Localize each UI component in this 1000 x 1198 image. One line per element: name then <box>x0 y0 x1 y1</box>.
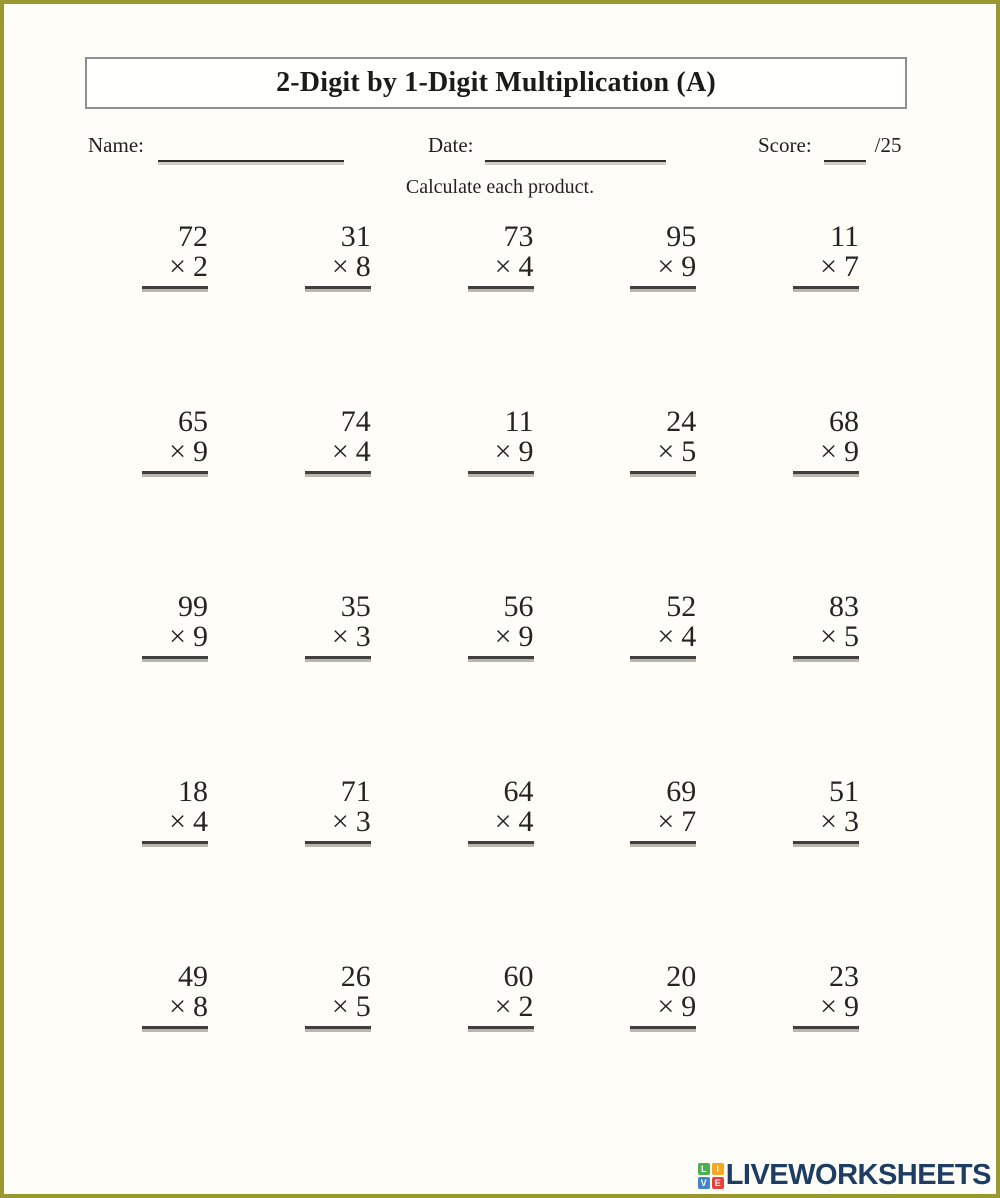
multiplication-problem <box>305 592 371 659</box>
multiplier: 9 <box>844 990 859 1023</box>
answer-line[interactable] <box>468 471 534 474</box>
multiply-sign-icon: × <box>331 435 349 468</box>
multiplicand: 74 <box>340 405 371 438</box>
answer-line[interactable] <box>793 1026 859 1029</box>
multiply-sign-icon: × <box>169 250 186 283</box>
multiplier-row <box>142 992 208 1022</box>
multiplier: 3 <box>844 805 859 838</box>
multiplication-problem <box>630 962 696 1029</box>
multiplicand: 64 <box>503 775 534 808</box>
answer-line[interactable] <box>142 286 208 289</box>
problems-grid <box>142 222 859 1029</box>
multiplier-row <box>468 622 534 652</box>
instruction-text: Calculate each product. <box>405 176 595 198</box>
multiplier-row <box>630 437 696 467</box>
multiply-sign-icon: × <box>331 990 349 1023</box>
multiplication-problem <box>305 222 371 289</box>
multiply-sign-icon: × <box>331 620 349 653</box>
multiplication-problem <box>793 592 859 659</box>
multiplier-row <box>793 992 859 1022</box>
multiplicand: 31 <box>340 220 371 253</box>
answer-line[interactable] <box>305 1026 371 1029</box>
multiplication-problem <box>630 777 696 844</box>
answer-line[interactable] <box>468 656 534 659</box>
answer-line[interactable] <box>468 286 534 289</box>
name-input-line[interactable] <box>158 132 344 162</box>
multiplier-row <box>630 252 696 282</box>
multiplier: 9 <box>193 435 208 468</box>
liveworksheets-logo <box>698 1159 991 1192</box>
multiply-sign-icon: × <box>494 250 512 283</box>
multiplier: 5 <box>681 435 697 468</box>
multiply-sign-icon: × <box>657 805 675 838</box>
liveworksheets-icon <box>698 1163 724 1189</box>
multiplication-problem <box>142 962 208 1029</box>
answer-line[interactable] <box>793 471 859 474</box>
multiplication-problem <box>305 777 371 844</box>
multiplier: 9 <box>844 435 859 468</box>
multiplier: 5 <box>355 990 371 1023</box>
multiplication-problem <box>793 962 859 1029</box>
liveworksheets-wordmark: LIVEWORKSHEETS <box>725 1159 991 1191</box>
multiply-sign-icon: × <box>657 620 675 653</box>
multiplier: 9 <box>681 250 697 283</box>
multiplier-row <box>142 807 208 837</box>
multiplication-problem <box>630 592 696 659</box>
multiplier: 8 <box>193 990 208 1023</box>
score-denominator: /25 <box>874 133 902 157</box>
multiply-sign-icon: × <box>657 435 675 468</box>
multiplicand: 72 <box>178 220 208 253</box>
multiplicand: 69 <box>666 775 697 808</box>
multiplier: 9 <box>518 435 534 468</box>
multiplication-problem <box>142 777 208 844</box>
multiplier: 4 <box>681 620 697 653</box>
multiplication-problem <box>142 407 208 474</box>
multiply-sign-icon: × <box>494 805 512 838</box>
multiplication-problem <box>630 222 696 289</box>
multiply-sign-icon: × <box>820 435 837 468</box>
multiplication-problem <box>305 962 371 1029</box>
answer-line[interactable] <box>142 1026 208 1029</box>
multiply-sign-icon: × <box>820 250 837 283</box>
answer-line[interactable] <box>630 286 696 289</box>
multiplier-row <box>630 622 696 652</box>
multiplication-problem <box>142 592 208 659</box>
answer-line[interactable] <box>305 471 371 474</box>
multiplicand: 68 <box>829 405 859 438</box>
answer-line[interactable] <box>793 656 859 659</box>
answer-line[interactable] <box>793 841 859 844</box>
multiplicand: 52 <box>666 590 697 623</box>
multiplier-row <box>468 992 534 1022</box>
multiplicand: 23 <box>829 960 859 993</box>
multiply-sign-icon: × <box>169 990 186 1023</box>
multiplier-row <box>793 252 859 282</box>
multiplier: 5 <box>844 620 859 653</box>
multiplication-problem <box>142 222 208 289</box>
multiplier-row <box>305 807 371 837</box>
multiplier: 4 <box>518 805 534 838</box>
multiplication-problem <box>793 407 859 474</box>
answer-line[interactable] <box>630 656 696 659</box>
multiply-sign-icon: × <box>820 805 837 838</box>
multiply-sign-icon: × <box>169 620 186 653</box>
multiplication-problem <box>793 777 859 844</box>
answer-line[interactable] <box>468 1026 534 1029</box>
multiply-sign-icon: × <box>169 435 186 468</box>
date-input-line[interactable] <box>485 132 666 162</box>
multiply-sign-icon: × <box>331 250 349 283</box>
multiplicand: 35 <box>340 590 371 623</box>
answer-line[interactable] <box>630 1026 696 1029</box>
answer-line[interactable] <box>142 656 208 659</box>
multiplication-problem <box>468 222 534 289</box>
multiplicand: 99 <box>178 590 208 623</box>
multiply-sign-icon: × <box>657 250 675 283</box>
name-label: Name: <box>88 133 144 157</box>
multiplier: 3 <box>355 620 371 653</box>
multiplier-row <box>468 807 534 837</box>
name-field-group <box>88 132 344 164</box>
date-field-group <box>428 132 666 164</box>
logo-square-l: L <box>698 1163 710 1175</box>
multiplicand: 95 <box>666 220 697 253</box>
multiplier-row <box>468 437 534 467</box>
multiplier: 4 <box>518 250 534 283</box>
multiplier-row <box>305 252 371 282</box>
multiply-sign-icon: × <box>169 805 186 838</box>
multiplicand: 11 <box>504 405 534 438</box>
multiplicand: 18 <box>178 775 208 808</box>
multiplicand: 24 <box>666 405 697 438</box>
score-input-line[interactable] <box>824 132 866 162</box>
answer-line[interactable] <box>793 286 859 289</box>
multiply-sign-icon: × <box>494 435 512 468</box>
page-title: 2-Digit by 1-Digit Multiplication (A) <box>276 67 716 98</box>
score-field-group <box>758 132 902 164</box>
multiplier-row <box>630 992 696 1022</box>
multiplicand: 51 <box>829 775 859 808</box>
logo-square-e: E <box>712 1177 724 1189</box>
multiplier-row <box>305 992 371 1022</box>
multiplication-problem <box>468 962 534 1029</box>
multiplicand: 60 <box>503 960 534 993</box>
answer-line[interactable] <box>630 841 696 844</box>
multiplicand: 20 <box>666 960 697 993</box>
date-label: Date: <box>428 133 474 157</box>
multiplier-row <box>142 252 208 282</box>
multiply-sign-icon: × <box>494 990 512 1023</box>
multiplier: 4 <box>193 805 208 838</box>
answer-line[interactable] <box>630 471 696 474</box>
multiplier-row <box>305 622 371 652</box>
multiplier: 8 <box>355 250 371 283</box>
answer-line[interactable] <box>142 841 208 844</box>
multiplication-problem <box>468 407 534 474</box>
answer-line[interactable] <box>305 656 371 659</box>
multiplicand: 56 <box>503 590 534 623</box>
answer-line[interactable] <box>468 841 534 844</box>
multiplicand: 11 <box>830 220 859 253</box>
multiplier: 9 <box>681 990 697 1023</box>
multiplier-row <box>793 437 859 467</box>
multiplicand: 71 <box>340 775 371 808</box>
multiplicand: 73 <box>503 220 534 253</box>
logo-square-v: V <box>698 1177 710 1189</box>
multiplier: 9 <box>193 620 208 653</box>
multiplication-problem <box>305 407 371 474</box>
multiplier-row <box>468 252 534 282</box>
multiplier: 7 <box>844 250 859 283</box>
multiplier-row <box>630 807 696 837</box>
multiplier-row <box>305 437 371 467</box>
logo-square-i: I <box>712 1163 724 1175</box>
title-box <box>85 57 907 109</box>
multiplier: 7 <box>681 805 697 838</box>
answer-line[interactable] <box>142 471 208 474</box>
multiply-sign-icon: × <box>657 990 675 1023</box>
multiplier: 2 <box>193 250 208 283</box>
multiplier-row <box>793 807 859 837</box>
multiplicand: 26 <box>340 960 371 993</box>
multiply-sign-icon: × <box>820 990 837 1023</box>
meta-row <box>4 132 996 168</box>
multiplier: 9 <box>518 620 534 653</box>
multiplier: 2 <box>518 990 534 1023</box>
multiplier-row <box>793 622 859 652</box>
multiply-sign-icon: × <box>820 620 837 653</box>
score-label: Score: <box>758 133 812 157</box>
multiplication-problem <box>793 222 859 289</box>
multiplication-problem <box>468 592 534 659</box>
multiplier-row <box>142 437 208 467</box>
multiplier: 4 <box>355 435 371 468</box>
answer-line[interactable] <box>305 286 371 289</box>
multiplication-problem <box>630 407 696 474</box>
multiplicand: 65 <box>178 405 208 438</box>
multiplicand: 83 <box>829 590 859 623</box>
multiply-sign-icon: × <box>331 805 349 838</box>
multiplication-problem <box>468 777 534 844</box>
answer-line[interactable] <box>305 841 371 844</box>
multiplier-row <box>142 622 208 652</box>
multiplier: 3 <box>355 805 371 838</box>
multiplicand: 49 <box>178 960 208 993</box>
multiply-sign-icon: × <box>494 620 512 653</box>
